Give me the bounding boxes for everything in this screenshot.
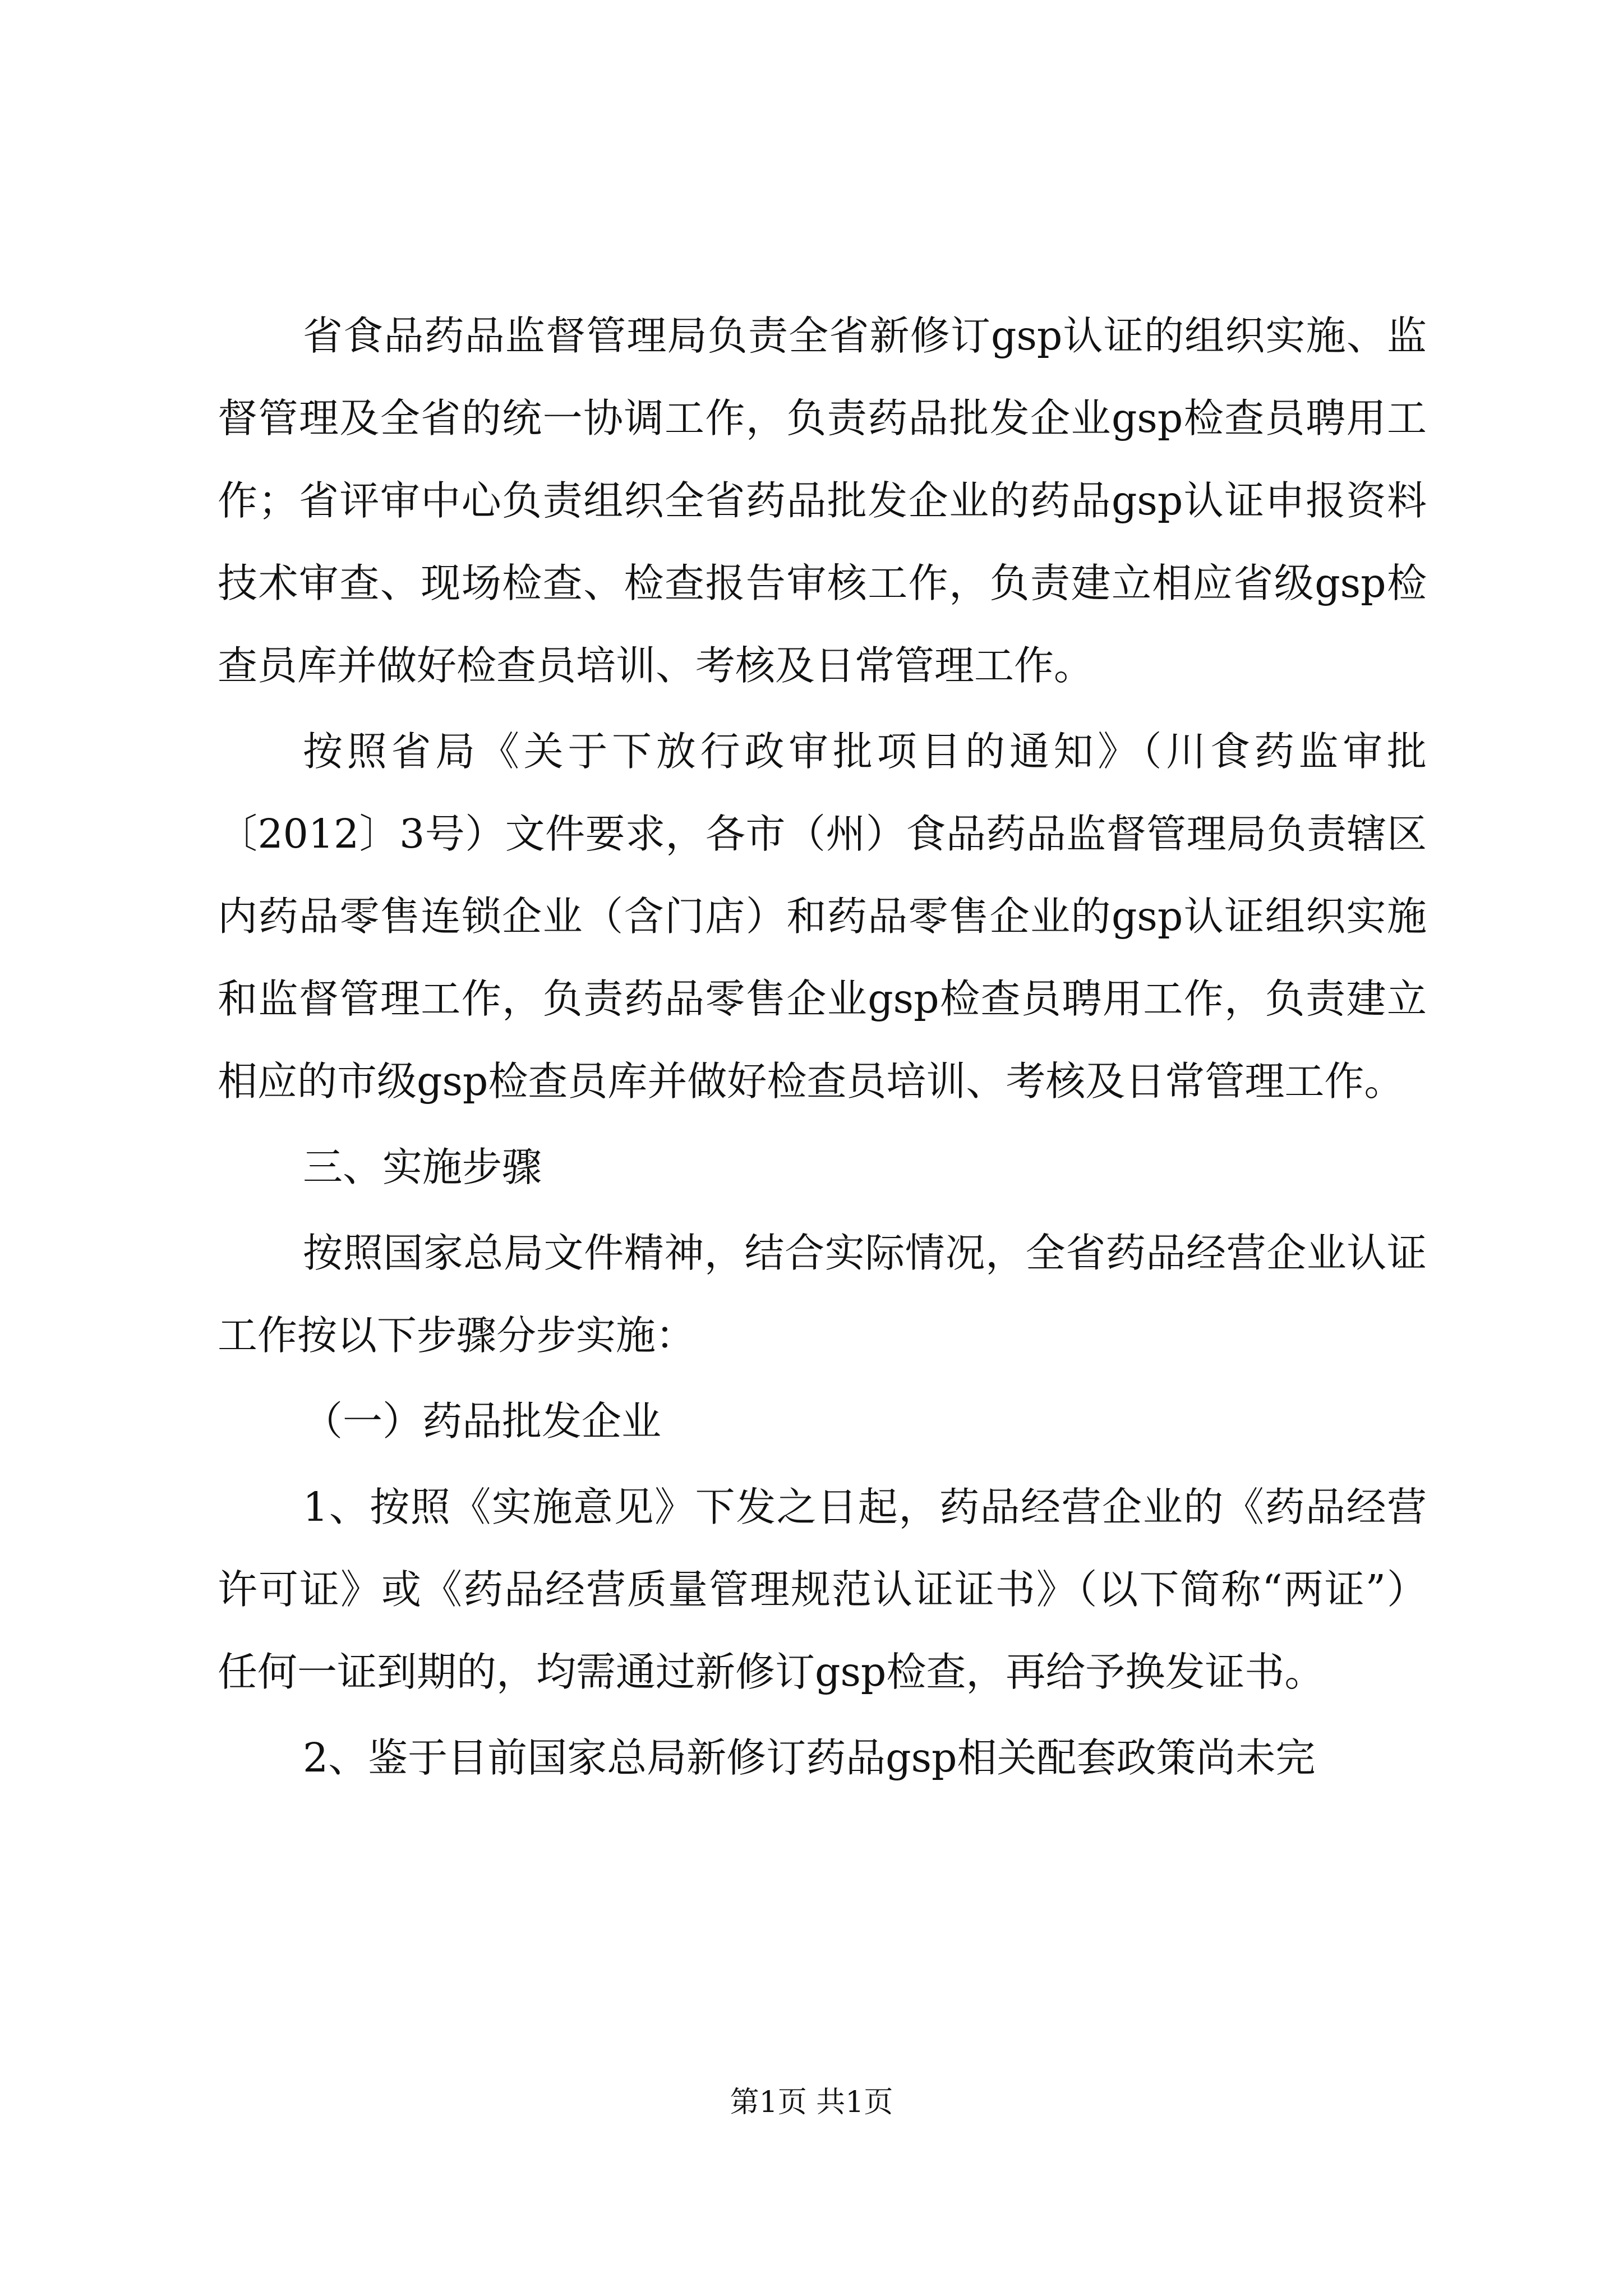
page-footer: 第1页 共1页: [730, 2086, 893, 2119]
subheading-wholesale-enterprises: （一）药品批发企业: [303, 1398, 662, 1444]
paragraph-item-2: 2、鉴于目前国家总局新修订药品gsp相关配套政策尚未完: [303, 1734, 1316, 1781]
paragraph-3: 按照国家总局文件精神，结合实际情况，全省药品经营企业认证工作按以下步骤分步实施：: [218, 1230, 1427, 1359]
paragraph-2: 按照省局《关于下放行政审批项目的通知》（川食药监审批〔2012〕3号）文件要求，各市（州）食品药品监督管理局负责辖区内药品零售连锁企业（含门店）和药品零售企业的gsp认证组织实施和监督管理工作，负责药品零售企业gsp检查员聘用工作，负责建立相应的市级gsp检查员库并做好检查员培训、考核及日常管理工作。: [218, 728, 1427, 1105]
document-body: [218, 295, 1427, 1802]
paragraph-item-1: 1、按照《实施意见》下发之日起，药品经营企业的《药品经营许可证》或《药品经营质量管理规范认证证书》（以下简称“两证”）任何一证到期的，均需通过新修订gsp检查，再给予换发证书。: [218, 1484, 1427, 1695]
paragraph-1: 省食品药品监督管理局负责全省新修订gsp认证的组织实施、监督管理及全省的统一协调工作，负责药品批发企业gsp检查员聘用工作；省评审中心负责组织全省药品批发企业的药品gsp认证申报资料技术审查、现场检查、检查报告审核工作，负责建立相应省级gsp检查员库并做好检查员培训、考核及日常管理工作。: [218, 312, 1427, 689]
section-heading-implementation-steps: 三、实施步骤: [303, 1144, 542, 1190]
